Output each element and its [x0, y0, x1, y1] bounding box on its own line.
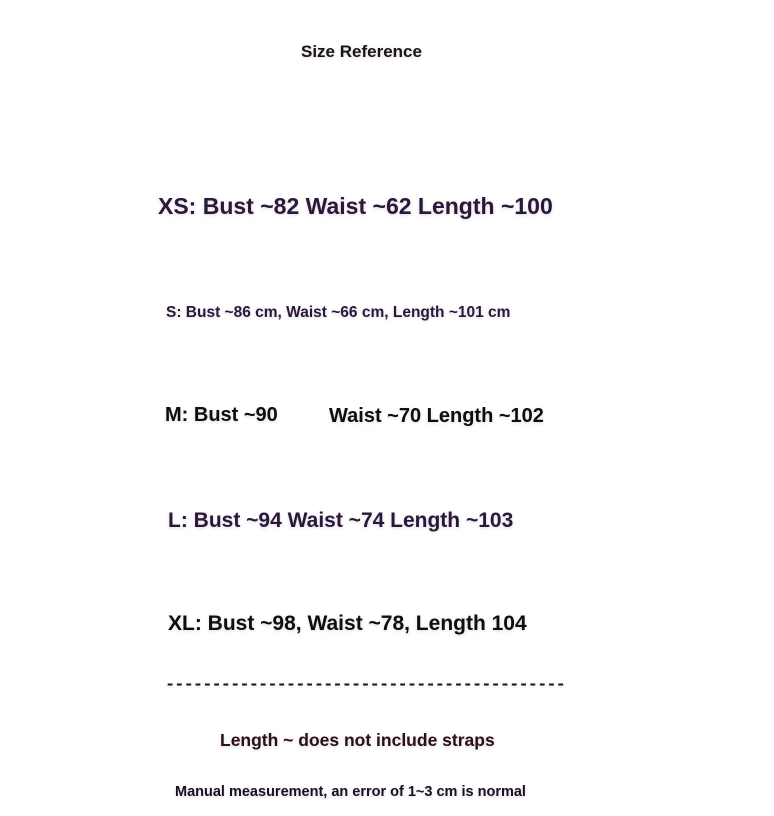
dashed-divider: ------------------------------------------- — [165, 676, 565, 695]
size-row-m-bust: M: Bust ~90 — [165, 404, 278, 426]
size-row-xl: XL: Bust ~98, Waist ~78, Length 104 — [168, 612, 527, 635]
size-row-xs: XS: Bust ~82 Waist ~62 Length ~100 — [158, 193, 553, 219]
length-note: Length ~ does not include straps — [220, 730, 495, 750]
measurement-note: Manual measurement, an error of 1~3 cm is normal — [175, 784, 526, 800]
size-row-m-waist-length: Waist ~70 Length ~102 — [329, 405, 544, 427]
size-row-l: L: Bust ~94 Waist ~74 Length ~103 — [168, 509, 514, 532]
page-title: Size Reference — [301, 42, 422, 61]
size-row-s: S: Bust ~86 cm, Waist ~66 cm, Length ~101 cm — [166, 304, 511, 321]
